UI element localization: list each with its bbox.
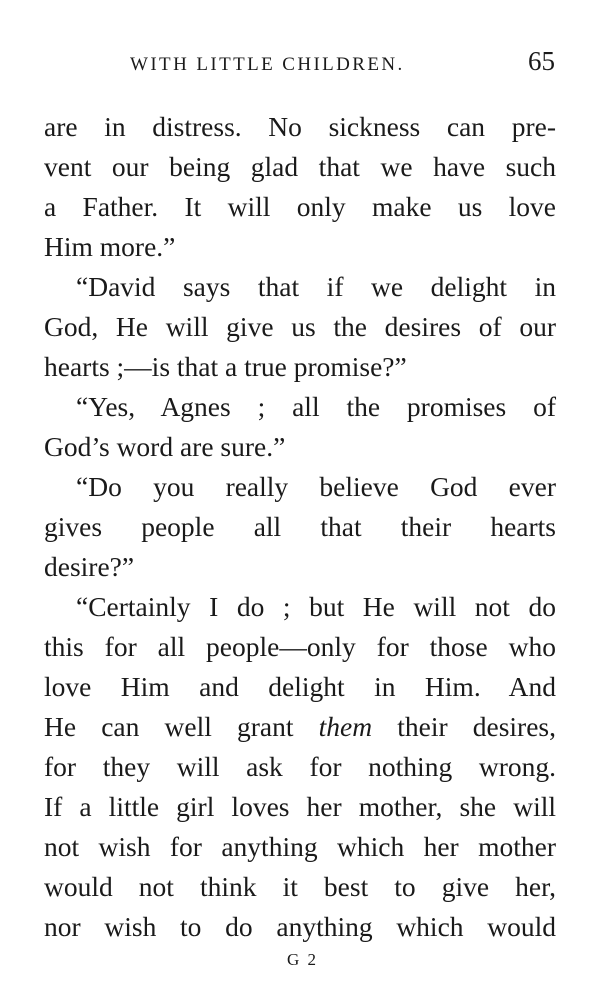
text-segment: their desires, (397, 711, 557, 742)
text-line: nor wish to do anything which would (44, 911, 556, 942)
running-head (130, 46, 555, 80)
text-line: God’s word are sure.” (44, 431, 286, 462)
text-line: Him more.” (44, 231, 176, 262)
body-text (44, 107, 556, 947)
text-line: would not think it best to give her, (44, 871, 556, 902)
signature-mark: G 2 (287, 950, 319, 969)
text-line: are in distress. No sickness can pre- (44, 111, 556, 142)
text-line: “Do you really believe God ever (76, 471, 556, 502)
text-line: “Certainly I do ; but He will not do (76, 591, 556, 622)
text-line: gives people all that their hearts (44, 511, 556, 542)
text-line: this for all people—only for those who (44, 631, 556, 662)
text-segment: He can well grant (44, 711, 294, 742)
text-line (44, 707, 556, 747)
text-line: If a little girl loves her mother, she will (44, 791, 556, 822)
text-line: a Father. It will only make us love (44, 191, 556, 222)
text-line: desire?” (44, 551, 135, 582)
text-line: for they will ask for nothing wrong. (44, 751, 556, 782)
text-line: not wish for anything which her mother (44, 831, 556, 862)
text-line: love Him and delight in Him. And (44, 671, 556, 702)
text-line: God, He will give us the desires of our (44, 311, 556, 342)
text-line: vent our being glad that we have such (44, 151, 556, 182)
text-line: “David says that if we delight in (76, 271, 556, 302)
text-line: hearts ;—is that a true promise?” (44, 351, 407, 382)
text-line: “Yes, Agnes ; all the promises of (76, 391, 556, 422)
running-title: WITH LITTLE CHILDREN. (130, 54, 405, 75)
emphasized-word: them (318, 711, 373, 742)
page-number: 65 (528, 46, 555, 76)
